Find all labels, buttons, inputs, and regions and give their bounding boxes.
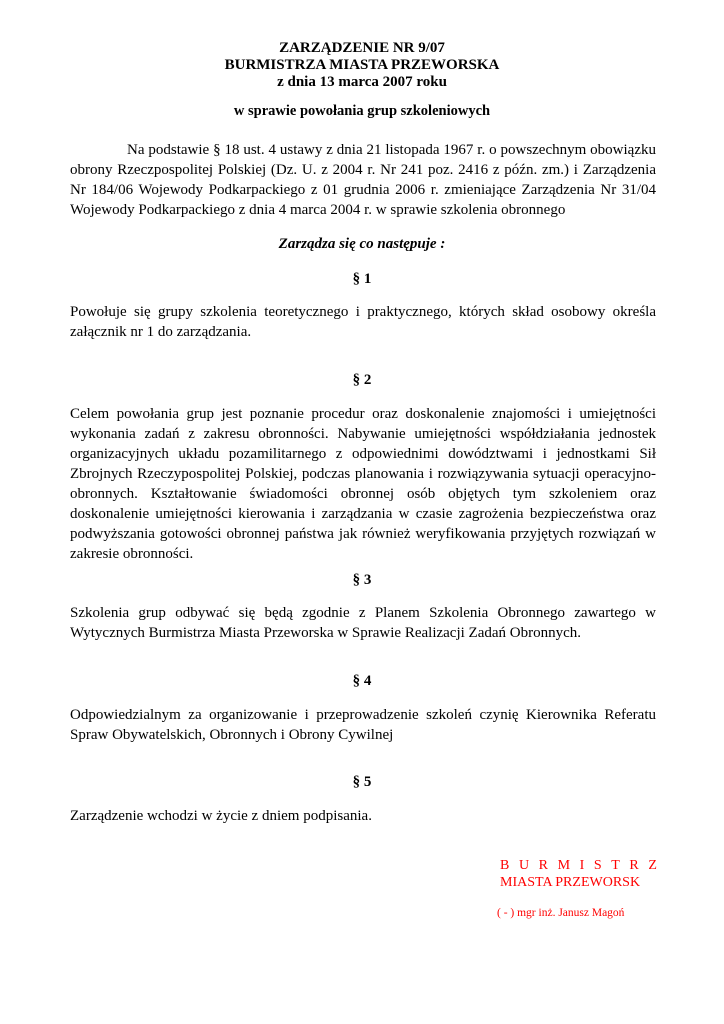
- header-date: z dnia 13 marca 2007 roku: [277, 74, 447, 90]
- section-mark-3: § 3: [352, 572, 372, 588]
- header-issuer: BURMISTRZA MIASTA PRZEWORSKA: [224, 57, 500, 73]
- section-mark-2: § 2: [352, 372, 372, 388]
- document-subject: w sprawie powołania grup szkoleniowych: [233, 103, 491, 119]
- header-title: ZARZĄDZENIE NR 9/07: [279, 40, 445, 56]
- section-mark-4: § 4: [352, 673, 372, 689]
- document-header: [0, 40, 724, 91]
- section-text-2: Celem powołania grup jest poznanie procedur oraz doskonalenie znajomości i umiejętności wykonania zadań z zakresu obronności. Nabywanie umiejętności współdziałania jednostek organizacyjnych układu pozamilitarnego z odpowiednimi dowództwami i jednostkami Sił Zbrojnych Rzeczypospolitej Polskiej, podczas planowania i rozwiązywania sytuacji operacyjno-obronnych. Kształtowanie świadomości obronnej osób objętych tym szkoleniem oraz doskonalenie umiejętności kierowania i zarządzania w czasie zagrożenia bezpieczeństwa oraz podwyższania gotowości obronnej państwa jak również weryfikowania przyjętych rozwiązań w zakresie obronności.: [70, 406, 656, 562]
- section-text-4: Odpowiedzialnym za organizowanie i przeprowadzenie szkoleń czynię Kierownika Referatu Spraw Obywatelskich, Obronnych i Obrony Cywilnej: [70, 707, 656, 743]
- section-text-5: Zarządzenie wchodzi w życie z dniem podpisania.: [70, 808, 372, 824]
- section-mark-1: § 1: [352, 271, 372, 287]
- orders-heading: Zarządza się co następuje :: [278, 236, 446, 252]
- section-mark-5: § 5: [352, 774, 372, 790]
- preamble-paragraph: Na podstawie § 18 ust. 4 ustawy z dnia 21 listopada 1967 r. o powszechnym obowiązku obrony Rzeczpospolitej Polskiej (Dz. U. z 2004 r. Nr 241 poz. 2416 z późn. zm.) i Zarządzenia Nr 184/06 Wojewody Podkarpackiego z 01 grudnia 2006 r. zmieniające Zarządzenia Nr 31/04 Wojewody Podkarpackiego z dnia 4 marca 2004 r. w sprawie szkolenia obronnego: [70, 142, 656, 218]
- section-text-3: Szkolenia grup odbywać się będą zgodnie z Planem Szkolenia Obronnego zawartego w Wytycznych Burmistrza Miasta Przeworska w Sprawie Realizacji Zadań Obronnych.: [70, 605, 656, 641]
- signature-title: BURMISTRZ: [500, 858, 667, 873]
- signature-name: ( - ) mgr inż. Janusz Magoń: [497, 907, 625, 919]
- section-text-1: Powołuje się grupy szkolenia teoretycznego i praktycznego, których skład osobowy określa załącznik nr 1 do zarządzania.: [70, 304, 656, 340]
- signature-office: MIASTA PRZEWORSK: [500, 875, 641, 890]
